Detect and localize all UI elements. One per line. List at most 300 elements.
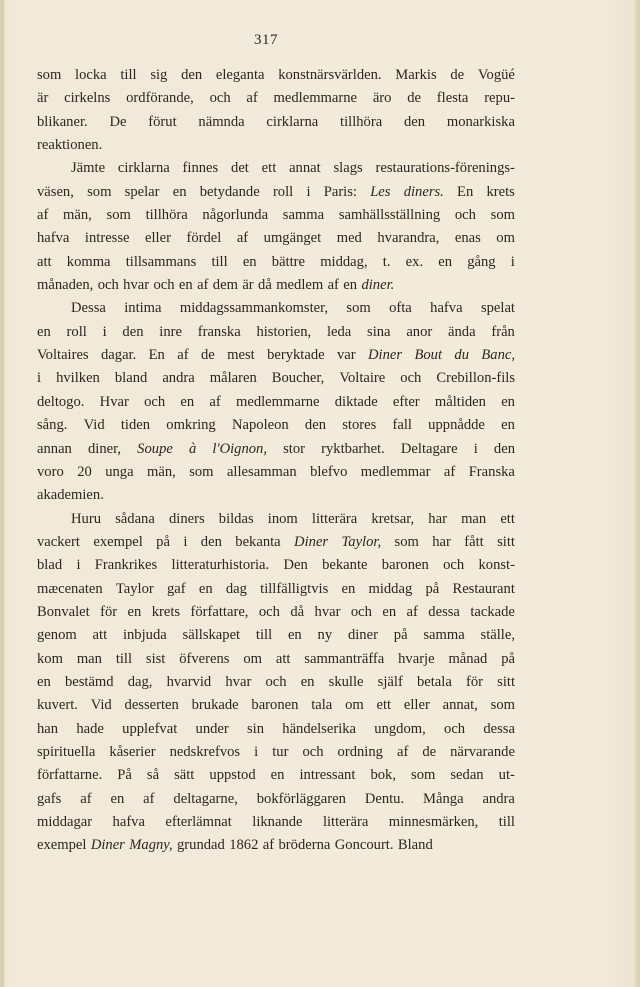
word: den [122, 323, 144, 340]
word: en [382, 603, 397, 620]
word: dem [212, 277, 238, 294]
word: tillfälligtvis [260, 580, 329, 597]
word: uppnådde [428, 417, 485, 434]
word: fördel [186, 230, 222, 247]
word: händelserika [282, 720, 357, 737]
text-line [37, 484, 515, 507]
word: kuvert. [37, 697, 78, 714]
word: diners [168, 510, 205, 527]
word: sist [145, 650, 166, 667]
text-line [37, 764, 515, 787]
word: ordförande, [126, 90, 194, 107]
word: författarne. [37, 767, 103, 784]
word: Franska [468, 463, 515, 480]
word: Goncourt. [334, 837, 394, 854]
word: Voltaires [37, 347, 89, 364]
text-line [37, 788, 515, 811]
word: i [102, 323, 107, 340]
word: du [454, 347, 469, 364]
word: om [243, 650, 262, 667]
word: hvar [123, 277, 150, 294]
paragraph [37, 64, 515, 157]
word: voro [37, 463, 64, 480]
text-line [37, 157, 515, 180]
word: Restaurant [452, 580, 515, 597]
word: som [490, 697, 515, 714]
word: dessa [428, 603, 460, 620]
word: målaren [209, 370, 257, 387]
word: gafs [37, 790, 62, 807]
word: bättre [271, 253, 306, 270]
word: man [461, 510, 487, 527]
body-text [37, 64, 515, 858]
word: annat [289, 160, 321, 177]
word: Les [370, 183, 391, 200]
word: en [270, 767, 285, 784]
word: efterlämnat [165, 814, 232, 830]
word: de [450, 67, 465, 83]
word: medlemmarne [273, 90, 358, 107]
word: som [87, 183, 112, 200]
word: och [153, 277, 175, 294]
page-right-edge [634, 0, 640, 987]
word: hvilken [56, 370, 100, 387]
word: litterära [311, 510, 358, 527]
word: i [510, 253, 515, 270]
word: Huru [71, 510, 101, 527]
word: sätt [174, 767, 195, 784]
word: Jämte [71, 160, 106, 177]
word: Hvar [99, 393, 129, 410]
word: närvarande [450, 743, 515, 760]
word: leda [326, 323, 352, 340]
word: som [490, 207, 515, 224]
word: anor [406, 323, 433, 340]
word: Deltagare [400, 440, 458, 457]
text-line [37, 134, 515, 157]
word: en [180, 393, 195, 410]
word: hafva [430, 300, 463, 317]
word: stores [342, 417, 377, 434]
word: af [209, 393, 221, 410]
word: Bonvalet [37, 603, 90, 620]
word: hvar [314, 603, 341, 620]
word: deltogo. [37, 393, 85, 410]
word: Napoleon [231, 417, 289, 434]
word: i [306, 183, 311, 200]
word: hvar [225, 673, 252, 690]
word: sång. [37, 417, 68, 434]
word: tiden [120, 417, 151, 434]
word: bokförläggaren [256, 790, 346, 807]
word: till [115, 650, 133, 667]
word: Vogüé [477, 67, 515, 83]
word: umgänget [263, 230, 322, 247]
word: monarkiska [446, 113, 515, 130]
word: litterära [322, 814, 369, 830]
word: En [148, 347, 165, 364]
word: af [236, 230, 249, 247]
word: ofta [389, 300, 412, 317]
word: i [254, 743, 259, 760]
word: Diner [90, 837, 125, 854]
word: i [37, 370, 42, 387]
word: sig [150, 67, 168, 83]
word: af [37, 207, 49, 224]
word: och [209, 90, 231, 107]
word: på [156, 533, 170, 550]
word: upplefvat [122, 720, 178, 737]
word: cirklarna [117, 160, 170, 177]
word: af [197, 277, 209, 294]
word: de [200, 347, 215, 364]
word: Frankrikes [94, 557, 158, 574]
word: Diner [368, 347, 403, 364]
word: blikaner. [37, 113, 88, 130]
word: har [432, 533, 451, 550]
word: af [143, 790, 155, 807]
word: Vid [90, 697, 112, 714]
word: inbjuda [122, 627, 167, 644]
word: sedan [450, 767, 484, 784]
word: intresse [84, 230, 130, 247]
word: och [454, 207, 476, 224]
word: man [76, 650, 102, 667]
word: nedskrefvos [169, 743, 241, 760]
word: Diner [294, 533, 329, 550]
word: hafva [112, 814, 145, 830]
text-line [37, 414, 515, 437]
word: dag, [127, 673, 153, 690]
text-line [37, 718, 515, 741]
word: dag [225, 580, 247, 597]
word: 1862 [229, 837, 259, 854]
word: månaden, [37, 277, 94, 294]
word: kåserier [109, 743, 156, 760]
word: tackade [470, 603, 515, 620]
text-line [37, 834, 515, 857]
word: samma [282, 207, 325, 224]
word: från [491, 323, 515, 340]
word: och [443, 557, 465, 574]
page-left-edge [0, 0, 4, 987]
word: för [465, 673, 483, 690]
word: slags [333, 160, 363, 177]
word: eleganta [215, 67, 265, 83]
text-line [37, 204, 515, 227]
word: i [473, 440, 478, 457]
word: genom [37, 627, 77, 644]
text-line [37, 251, 515, 274]
word: spelat [480, 300, 515, 317]
word: bland [114, 370, 148, 387]
word: diner. [361, 277, 395, 294]
word: hvarje [398, 650, 435, 667]
word: konst- [478, 557, 515, 574]
word: att [37, 253, 52, 270]
word: intima [124, 300, 162, 317]
word: betala [416, 673, 452, 690]
word: intressant [299, 767, 356, 784]
word: en [300, 673, 315, 690]
word: den [181, 67, 203, 83]
word: medlem [276, 277, 324, 294]
word: baronen [381, 557, 429, 574]
word: locka [75, 67, 107, 83]
word: af [443, 463, 456, 480]
word: enas [454, 230, 481, 247]
text-line [37, 741, 515, 764]
word: och [444, 720, 466, 737]
word: En [457, 183, 474, 200]
word: ordning [337, 743, 383, 760]
word: kretsar, [371, 510, 415, 527]
text-line [37, 367, 515, 390]
word: Vid [83, 417, 105, 434]
word: ryktbarhet. [321, 440, 385, 457]
word: Paris: [323, 183, 357, 200]
word: minnesmärken, [388, 814, 479, 830]
word: Magny, [129, 837, 173, 854]
word: dagar. [101, 347, 137, 364]
text-line [37, 578, 515, 601]
word: l'Oignon, [212, 440, 267, 457]
word: sällskapet [182, 627, 241, 644]
word: en [343, 277, 358, 294]
text-line [37, 87, 515, 110]
word: bekanta [235, 533, 281, 550]
word: till [211, 253, 228, 270]
word: konstnärsvärlden. [278, 67, 382, 83]
word: mest [227, 347, 255, 364]
text-line [37, 227, 515, 250]
word: tillhöra [340, 113, 383, 130]
word: bildas [218, 510, 254, 527]
word: till [498, 814, 515, 830]
word: i [183, 533, 188, 550]
word: för [100, 603, 118, 620]
word: cirkelns [64, 90, 111, 107]
word: komma [66, 253, 111, 270]
word: sina [367, 323, 391, 340]
word: som [346, 300, 371, 317]
word: finnes [182, 160, 219, 177]
word: samma [423, 627, 465, 644]
word: den [200, 533, 222, 550]
word: bestämd [64, 673, 114, 690]
page-number: 317 [254, 32, 278, 48]
word: och [97, 277, 119, 294]
word: en [127, 603, 142, 620]
word: under [195, 720, 229, 737]
word: sin [247, 720, 265, 737]
word: tur [272, 743, 289, 760]
word: cirklarna [266, 113, 319, 130]
word: den [304, 417, 326, 434]
word: som [37, 67, 62, 83]
word: medlemmarne [236, 393, 320, 410]
word: en [110, 790, 125, 807]
word: Markis [395, 67, 437, 83]
word: månad [448, 650, 488, 667]
word: af [177, 347, 189, 364]
word: de [407, 90, 422, 107]
word: Banc, [481, 347, 515, 364]
word: repu- [484, 90, 515, 107]
word: 20 [77, 463, 92, 480]
word: exempel [93, 533, 143, 550]
word: vackert [37, 533, 80, 550]
word: ända [448, 323, 476, 340]
word: bok, [370, 767, 396, 784]
word: t. [382, 253, 391, 270]
word: en [501, 417, 515, 434]
word: hvarandra, [377, 230, 440, 247]
word: som [394, 533, 419, 550]
word: Soupe [137, 440, 173, 457]
word: en [37, 323, 51, 340]
word: blefvo [310, 463, 348, 480]
word: diner [347, 627, 378, 644]
word: stor [283, 440, 306, 457]
text-line [37, 694, 515, 717]
word: desserten [124, 697, 179, 714]
word: bröderna [278, 837, 331, 854]
paragraph [37, 157, 515, 297]
word: Dentu. [364, 790, 405, 807]
word: Boucher, [271, 370, 325, 387]
word: bekante [322, 557, 368, 574]
word: De [109, 113, 127, 130]
word: roll [66, 323, 87, 340]
word: om [496, 230, 515, 247]
word: inom [267, 510, 298, 527]
word: män, [63, 207, 92, 224]
word: akademien. [37, 487, 104, 504]
word: den [493, 440, 515, 457]
word: beryktade [267, 347, 325, 364]
word: som [106, 207, 131, 224]
word: spirituella [37, 743, 96, 760]
text-line [37, 554, 515, 577]
word: män, [147, 463, 176, 480]
word: som [411, 767, 436, 784]
word: och [350, 603, 372, 620]
text-line [37, 321, 515, 344]
word: Bout [414, 347, 443, 364]
text-line [37, 811, 515, 834]
word: de [422, 743, 437, 760]
word: har [428, 510, 447, 527]
word: författare, [190, 603, 249, 620]
word: tillhöra [145, 207, 188, 224]
word: liknande [252, 814, 303, 830]
word: Taylor [115, 580, 154, 597]
word: efter [392, 393, 420, 410]
word: Crebillon-fils [436, 370, 515, 387]
word: hvarvid [166, 673, 212, 690]
word: annat, [442, 697, 478, 714]
word: annan [37, 440, 72, 457]
word: roll [272, 183, 294, 200]
word: måltiden [434, 393, 486, 410]
word: Taylor, [341, 533, 382, 550]
word: middag, [320, 253, 368, 270]
word: om [345, 697, 364, 714]
word: då [258, 277, 272, 294]
word: litteraturhistoria. [171, 557, 270, 574]
word: väsen, [37, 183, 74, 200]
word: ett [500, 510, 515, 527]
word: omkring [166, 417, 216, 434]
text-line [37, 531, 515, 554]
word: nämnda [198, 113, 245, 130]
word: diner, [87, 440, 122, 457]
word: andra [162, 370, 195, 387]
word: betydande [199, 183, 260, 200]
text-line [37, 671, 515, 694]
word: af [80, 790, 92, 807]
word: mæcenaten [37, 580, 103, 597]
word: förut [148, 113, 177, 130]
word: en [438, 253, 453, 270]
word: skulle [328, 673, 364, 690]
word: Dessa [71, 300, 106, 317]
word: Den [283, 557, 308, 574]
word: fått [464, 533, 484, 550]
word: sitt [497, 673, 515, 690]
text-line [37, 601, 515, 624]
word: så [146, 767, 160, 784]
word: middagssammankomster, [179, 300, 329, 317]
word: en [198, 580, 213, 597]
word: franska [197, 323, 241, 340]
word: en [341, 580, 356, 597]
word: Voltaire [339, 370, 386, 387]
word: deltagarne, [173, 790, 238, 807]
word: tala [311, 697, 333, 714]
word: är [242, 277, 254, 294]
word: var [336, 347, 356, 364]
word: dessa [483, 720, 515, 737]
word: och [400, 370, 422, 387]
word: till [120, 67, 137, 83]
word: ett [376, 697, 392, 714]
word: och [265, 673, 287, 690]
word: till [255, 627, 273, 644]
word: är [37, 90, 49, 107]
text-line [37, 64, 515, 87]
text-line [37, 344, 515, 367]
paragraph [37, 297, 515, 507]
word: middag [368, 580, 413, 597]
word: af [396, 743, 409, 760]
word: af [246, 90, 258, 107]
word: ex. [405, 253, 424, 270]
word: det [231, 160, 249, 177]
word: ny [317, 627, 333, 644]
word: Bland [397, 837, 433, 854]
word: på [501, 650, 515, 667]
word: hafva [37, 230, 70, 247]
word: på [393, 627, 408, 644]
word: med [336, 230, 362, 247]
text-line [37, 508, 515, 531]
text-line [37, 461, 515, 484]
word: själf [377, 673, 403, 690]
word: och [302, 743, 324, 760]
word: sitt [497, 533, 515, 550]
